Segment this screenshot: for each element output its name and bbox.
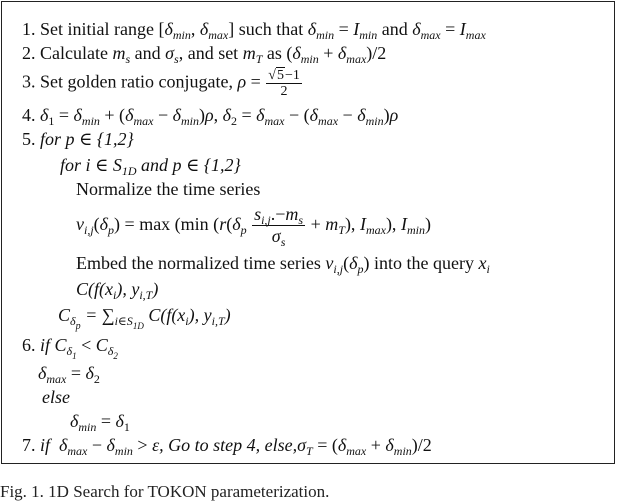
inner-for-loop: for i ∈ $S_{1D}$ and p ∈ {1,2} (60, 155, 241, 178)
step-1: 1. Set initial range [$\delta_{min}$, $\delta_{max}$] such that $\delta_{min} = I_{min}$ and $\delta_{max} = I_{max}$ (22, 19, 486, 42)
step-5: 5. for p ∈ {1,2} (22, 129, 134, 149)
step-7: 7. if $\delta_{max} - \delta_{min} > \varepsilon$, Go to step 4, $else,\sigma_T = (\delta_{max} + \delta_{min})/2$ (22, 435, 432, 458)
cost-term: $C(f(x_i)$, $y_{i,T}$) (76, 279, 159, 302)
step-4: 4. $\delta_1 = \delta_{min} + (\delta_{max} - \delta_{min})\rho$, $\delta_2 = \delta_{max} - (\delta_{max} - \delta_{min})\rho$ (22, 105, 399, 128)
normalize-text: Normalize the time series (76, 179, 261, 199)
golden-ratio-fraction: $\frac{√5-1}{2}$ (268, 68, 300, 99)
cost-sum: $C_{\delta_p} = \sum_{i\in S_{1D}}$ $C(f(x_i)$, $y_{i,T}$) (58, 305, 231, 332)
step-2: 2. Calculate $m_s$ and $\sigma_s$, and set $m_T$ as $(\delta_{min} + \delta_{max})/2$ (22, 43, 387, 66)
embed-text: Embed the normalized time series $v_{i,j}(\delta_p)$ into the query $x_i$ (76, 253, 490, 276)
algorithm-box (1, 1, 615, 464)
step-3: 3. Set golden ratio conjugate, ρ = $\frac{√5-1}{2}$ (22, 68, 300, 99)
normalize-formula: $v_{i,j}(\delta_p) = \max (\min$ ($r(\delta_p$ $\frac{s_{i,j}.-m_s}{\sigma_s}$ + $m_T$), $I_{max}$), $I_{min}$) (76, 204, 431, 250)
step-6-else: else (42, 387, 70, 407)
step-6-else-body: $\delta_{min} = \delta_1$ (70, 411, 130, 434)
step-6: 6. if $C_{\delta_1} < C_{\delta_2}$ (22, 335, 118, 361)
step-6-then: $\delta_{max} = \delta_2$ (38, 363, 100, 386)
figure-caption: Fig. 1. 1D Search for TOKON parameterization. (0, 482, 330, 501)
